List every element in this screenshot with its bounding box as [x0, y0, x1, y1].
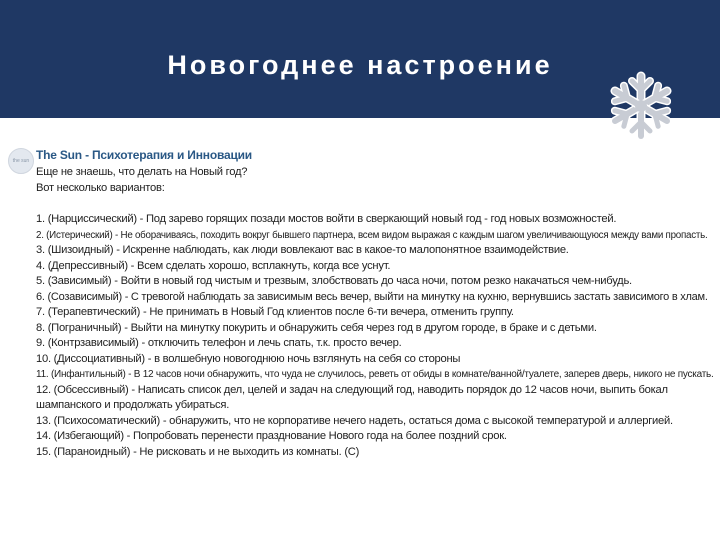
post-author[interactable]: The Sun - Психотерапия и Инновации — [36, 148, 252, 162]
list-item: 13. (Психосоматический) - обнаружить, что не корпоративе нечего надеть, остаться дома с высокой температурой и аллергией. — [36, 414, 673, 427]
list-item: 1. (Нарциссический) - Под заревo горящих позади мостов войти в сверкающий новый год - год новых возможностей. — [36, 213, 617, 225]
list-item: 11. (Инфантильный) - В 12 часов ночи обнаружить, что чуда не случилось, реветь от обиды в комнате/ванной/туалете, заперев дверь, никого не пускать. — [36, 369, 714, 380]
list-item: 9. (Контрзависимый) - отключить телефон и лечь спать, т.к. просто вечер. — [36, 337, 402, 349]
list-item: 4. (Депрессивный) - Всем сделать хорошо, всплакнуть, когда все уснут. — [36, 259, 391, 272]
list-item: 5. (Зависимый) - Войти в новый год чистым и трезвым, злобствовать до часа ночи, потом резко накачаться чем-нибудь. — [36, 275, 632, 287]
social-post — [8, 140, 718, 535]
list-item: 15. (Параноидный) - Не рисковать и не выходить из комнаты. (С) — [36, 445, 360, 458]
list-item: 6. (Созависимый) - С тревогой наблюдать за зависимым весь вечер, выйти на минутку на кухню, вернувшись застать зависимого в хлам. — [36, 290, 708, 303]
post-spacer — [36, 196, 718, 212]
list-item: 3. (Шизоидный) - Искренне наблюдать, как люди вовлекают вас в какое-то малопонятное взаимодействие. — [36, 244, 569, 256]
list-item: 2. (Истерический) - Не оборачиваясь, походить вокруг бывшего партнера, всем видом выражая с каждым шагом увеличивающуюся между вами пропасть. — [36, 229, 708, 241]
snowflake-icon — [605, 70, 677, 142]
list-item: 7. (Терапевтический) - Не принимать в Новый Год клиентов после 6-ти вечера, отменить группу. — [36, 306, 514, 318]
avatar-label: the sun — [12, 158, 30, 164]
avatar[interactable] — [8, 148, 34, 174]
list-item: 8. (Пограничный) - Выйти на минутку покурить и обнаружить себя через год в другом городе, в браке и с детьми. — [36, 321, 597, 334]
post-intro-line: Еще не знаешь, что делать на Новый год? — [36, 166, 248, 178]
list-item: 14. (Избегающий) - Попробовать перенести празднование Нового года на более поздний срок. — [36, 430, 507, 442]
post-body — [36, 165, 718, 460]
post-intro-line: Вот несколько вариантов: — [36, 181, 165, 194]
list-item: 10. (Диссоциативный) - в волшебную новогоднюю ночь взглянуть на себя со стороны — [36, 352, 461, 365]
list-item: 12. (Обсессивный) - Написать список дел, целей и задач на следующий год, наводить порядок до 12 часов ночи, выпить бокал шампанского и продолжать убираться. — [36, 383, 668, 411]
slide-title: Новогоднее настроение — [167, 50, 553, 80]
